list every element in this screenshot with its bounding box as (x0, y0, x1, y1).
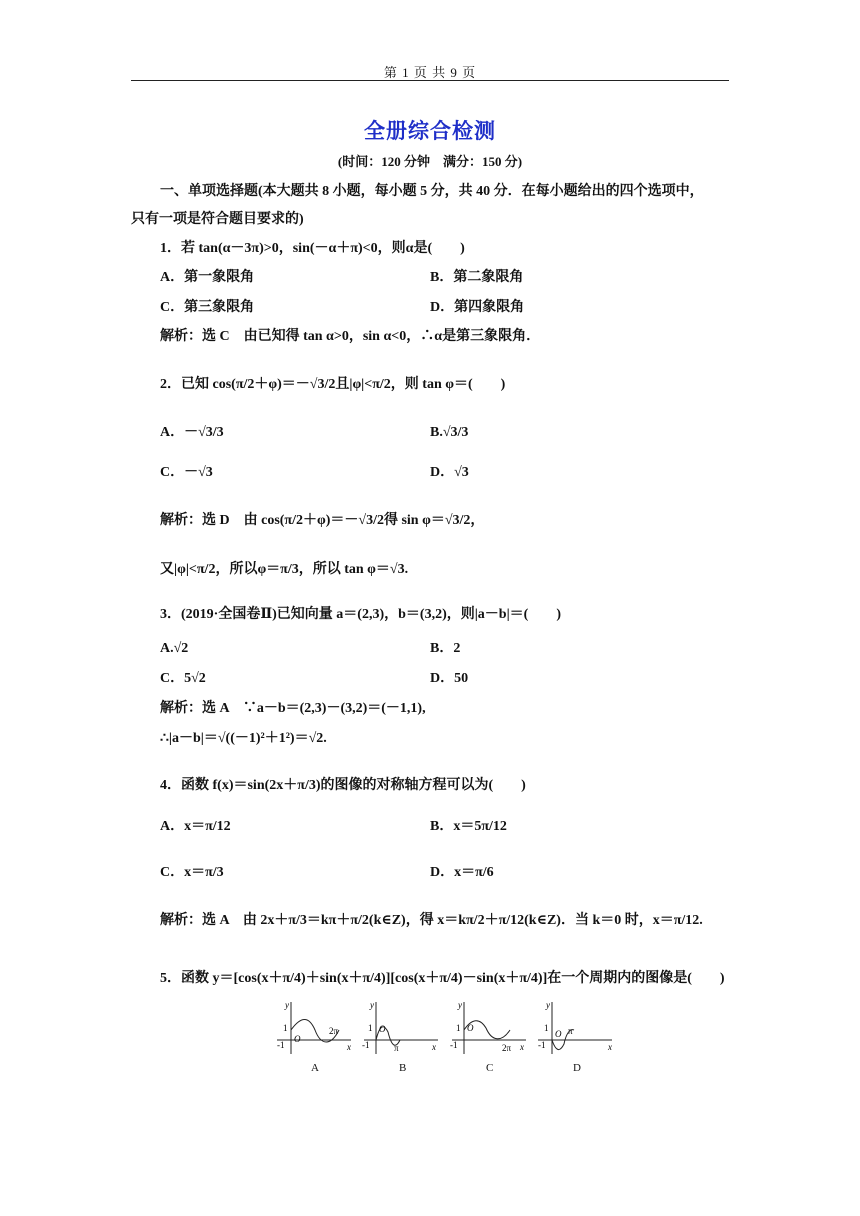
q4-option-a: A．x＝π/12 (160, 819, 231, 834)
graph-a-x-label: x (347, 1042, 351, 1052)
graph-b-one: 1 (368, 1023, 373, 1033)
graph-d-origin: O (555, 1029, 562, 1039)
graph-a-one: 1 (283, 1023, 288, 1033)
q4-option-c: C．x＝π/3 (160, 865, 224, 880)
graph-b-origin: O (379, 1024, 386, 1034)
section-heading: 一、单项选择题(本大题共 8 小题，每小题 5 分，共 40 分．在每小题给出的四个选项中， (160, 184, 704, 199)
exam-info: (时间：120 分钟 满分：150 分) (337, 154, 523, 169)
question-3-stem: 3．(2019·全国卷Ⅱ)已知向量 a＝(2,3)，b＝(3,2)，则|a－b|＝( ) (160, 607, 562, 622)
q3-option-c: C．5√2 (160, 671, 206, 686)
graph-a (275, 998, 355, 1056)
q3-analysis-2: ∴|a－b|＝√((－1)²＋1²)＝√2. (160, 731, 327, 746)
graph-c-y-label: y (458, 1000, 462, 1010)
graph-d-x-label: x (608, 1042, 612, 1052)
question-5-stem: 5．函数 y＝[cos(x＋π/4)＋sin(x＋π/4)][cos(x＋π/4)－sin(x＋π/4)]在一个周期内的图像是( ) (160, 971, 725, 986)
q1-option-d: D．第四象限角 (430, 300, 525, 315)
graph-c-neg-one: -1 (450, 1040, 458, 1050)
graph-d-period: π (568, 1026, 573, 1036)
graph-a-neg-one: -1 (277, 1040, 285, 1050)
q4-analysis: 解析：选 A 由 2x＋π/3＝kπ＋π/2(k∈Z)，得 x＝kπ/2＋π/12(k∈Z)．当 k＝0 时，x＝π/12. (160, 913, 703, 928)
q4-option-b: B．x＝5π/12 (430, 819, 507, 834)
q3-option-a: A.√2 (160, 641, 189, 656)
graph-c-x-label: x (520, 1042, 524, 1052)
q1-option-c: C．第三象限角 (160, 300, 255, 315)
header-rule (131, 80, 729, 81)
graph-d-y-label: y (546, 1000, 550, 1010)
q2-analysis-2: 又|φ|<π/2，所以φ＝π/3，所以 tan φ＝√3. (160, 562, 409, 577)
section-heading-cont: 只有一项是符合题目要求的) (131, 212, 304, 227)
graph-d-one: 1 (544, 1023, 549, 1033)
q3-option-d: D．50 (430, 671, 469, 686)
q1-option-a: A．第一象限角 (160, 270, 255, 285)
graph-a-period: 2π (329, 1026, 339, 1036)
graph-d (536, 998, 616, 1056)
graph-a-origin: O (294, 1034, 301, 1044)
q1-option-b: B．第二象限角 (430, 270, 524, 285)
q3-analysis-1: 解析：选 A ∵a－b＝(2,3)－(3,2)＝(－1,1), (160, 701, 426, 716)
page-header: 第 1 页 共 9 页 (383, 65, 477, 80)
q4-option-d: D．x＝π/6 (430, 865, 494, 880)
graph-a-label: A (311, 1062, 319, 1074)
graph-b-x-label: x (432, 1042, 436, 1052)
graph-b-y-label: y (370, 1000, 374, 1010)
q2-analysis-1: 解析：选 D 由 cos(π/2＋φ)＝－√3/2得 sin φ＝√3/2， (160, 513, 485, 528)
q1-analysis: 解析：选 C 由已知得 tan α>0，sin α<0，∴α是第三象限角． (160, 329, 541, 344)
q2-option-a: A．－√3/3 (160, 425, 224, 440)
graph-d-neg-one: -1 (538, 1040, 546, 1050)
page-title: 全册综合检测 (364, 119, 496, 143)
graph-b-label: B (399, 1062, 407, 1074)
graph-c (450, 998, 530, 1056)
graph-a-y-label: y (285, 1000, 289, 1010)
graph-b (362, 998, 442, 1056)
graph-d-label: D (573, 1062, 581, 1074)
question-2-stem: 2．已知 cos(π/2＋φ)＝－√3/2且|φ|<π/2，则 tan φ＝( ) (160, 377, 506, 392)
graph-c-period: 2π (502, 1043, 512, 1053)
q3-option-b: B．2 (430, 641, 461, 656)
question-4-stem: 4．函数 f(x)＝sin(2x＋π/3)的图像的对称轴方程可以为( ) (160, 778, 526, 793)
graph-c-origin: O (467, 1023, 474, 1033)
q2-option-c: C．－√3 (160, 465, 213, 480)
graph-b-neg-one: -1 (362, 1040, 370, 1050)
graph-c-label: C (486, 1062, 494, 1074)
q2-option-d: D．√3 (430, 465, 469, 480)
graph-c-one: 1 (456, 1023, 461, 1033)
q2-option-b: B.√3/3 (430, 425, 469, 440)
question-1-stem: 1．若 tan(α－3π)>0，sin(－α＋π)<0，则α是( ) (160, 241, 465, 256)
graph-b-period: π (394, 1043, 399, 1053)
